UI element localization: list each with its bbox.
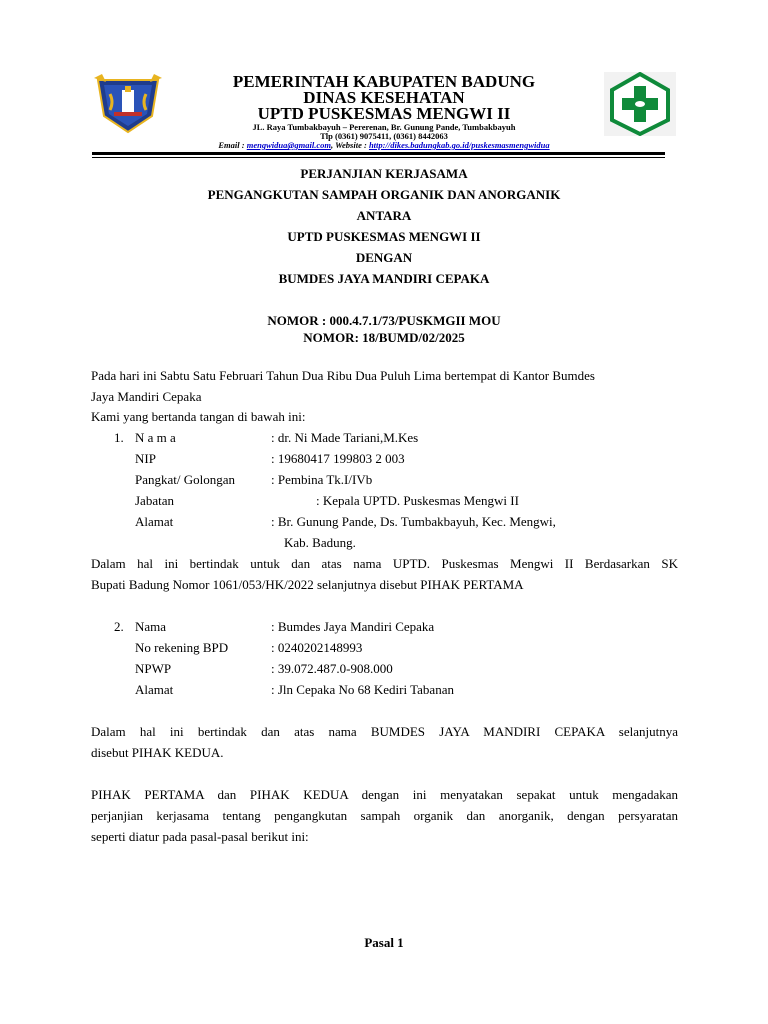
party2-value-nama: : Bumdes Jaya Mandiri Cepaka <box>271 619 435 634</box>
party1-value-pangkat: : Pembina Tk.I/IVb <box>271 472 373 487</box>
party1-desc-line1: Dalam hal ini bertindak untuk dan atas nama UPTD. Puskesmas Mengwi II Berdasarkan SK <box>91 556 678 571</box>
party1-value-alamat: : Br. Gunung Pande, Ds. Tumbakbayuh, Kec. Mengwi, <box>271 514 556 529</box>
party1-label-pangkat: Pangkat/ Golongan <box>135 472 236 487</box>
party1-label-alamat: Alamat <box>135 514 174 529</box>
party2-desc-line2: disebut PIHAK KEDUA. <box>91 745 224 760</box>
party2-value-alamat: : Jln Cepaka No 68 Kediri Tabanan <box>271 682 454 697</box>
letterhead-line2: DINAS KESEHATAN <box>303 88 465 107</box>
party2-label-rekening: No rekening BPD <box>135 640 229 655</box>
agreement-line3: seperti diatur pada pasal-pasal berikut ini: <box>91 829 309 844</box>
party2-desc-line1: Dalam hal ini bertindak dan atas nama BUMDES JAYA MANDIRI CEPAKA selanjutnya <box>91 724 678 739</box>
party2-label-alamat: Alamat <box>135 682 174 697</box>
title-line2: PENGANGKUTAN SAMPAH ORGANIK DAN ANORGANIK <box>207 187 561 202</box>
nomor-line2: NOMOR: 18/BUMD/02/2025 <box>303 330 465 345</box>
party1-value-jabatan: : Kepala UPTD. Puskesmas Mengwi II <box>316 493 519 508</box>
party2-value-npwp: : 39.072.487.0-908.000 <box>271 661 393 676</box>
title-line5: DENGAN <box>355 250 413 265</box>
email-link[interactable]: mengwidua@gmail.com <box>246 140 332 150</box>
letterhead-line1: PEMERINTAH KABUPATEN BADUNG <box>232 72 536 91</box>
intro-line3: Kami yang bertanda tangan di bawah ini: <box>91 409 306 424</box>
party1-label-nama: N a m a <box>135 430 176 445</box>
title-line4: UPTD PUSKESMAS MENGWI II <box>287 229 481 244</box>
email-label: Email : <box>218 140 245 150</box>
letterhead-contact <box>0 140 768 150</box>
title-line1: PERJANJIAN KERJASAMA <box>300 166 468 181</box>
website-label: , Website : <box>331 140 367 150</box>
letterhead-rule-thick <box>92 152 665 155</box>
party1-label-nip: NIP <box>135 451 156 466</box>
party2-label-npwp: NPWP <box>135 661 172 676</box>
party2-label-nama: Nama <box>135 619 167 634</box>
party1-label-jabatan: Jabatan <box>135 493 174 508</box>
letterhead-address: JL. Raya Tumbakbayuh – Pererenan, Br. Gunung Pande, Tumbakbayuh <box>252 122 516 132</box>
letterhead-line3: UPTD PUSKESMAS MENGWI II <box>257 104 511 123</box>
pasal-heading: Pasal 1 <box>364 935 404 950</box>
agreement-line1: PIHAK PERTAMA dan PIHAK KEDUA dengan ini menyatakan sepakat untuk mengadakan <box>91 787 678 802</box>
nomor-line1: NOMOR : 000.4.7.1/73/PUSKMGII MOU <box>267 313 501 328</box>
party1-desc-line2: Bupati Badung Nomor 1061/053/HK/2022 selanjutnya disebut PIHAK PERTAMA <box>91 577 524 592</box>
party1-value-nip: : 19680417 199803 2 003 <box>271 451 405 466</box>
title-line3: ANTARA <box>356 208 412 223</box>
title-line6: BUMDES JAYA MANDIRI CEPAKA <box>278 271 490 286</box>
website-link[interactable]: http://dikes.badungkab.go.id/puskesmasmengwidua <box>368 140 550 150</box>
party1-number: 1. <box>114 430 124 445</box>
party2-value-rekening: : 0240202148993 <box>271 640 363 655</box>
letterhead-phone: Tlp (0361) 9075411, (0361) 8442063 <box>320 131 448 141</box>
letterhead-rule-thin <box>92 157 665 158</box>
agreement-line2: perjanjian kerjasama tentang pengangkutan sampah organik dan anorganik, dengan persyaratan <box>91 808 678 823</box>
party1-value-nama: : dr. Ni Made Tariani,M.Kes <box>271 430 419 445</box>
intro-line1: Pada hari ini Sabtu Satu Februari Tahun Dua Ribu Dua Puluh Lima bertempat di Kantor Bumdes <box>91 368 595 383</box>
intro-line2: Jaya Mandiri Cepaka <box>91 389 202 404</box>
party2-number: 2. <box>114 619 124 634</box>
party1-address-cont: Kab. Badung. <box>284 535 356 550</box>
